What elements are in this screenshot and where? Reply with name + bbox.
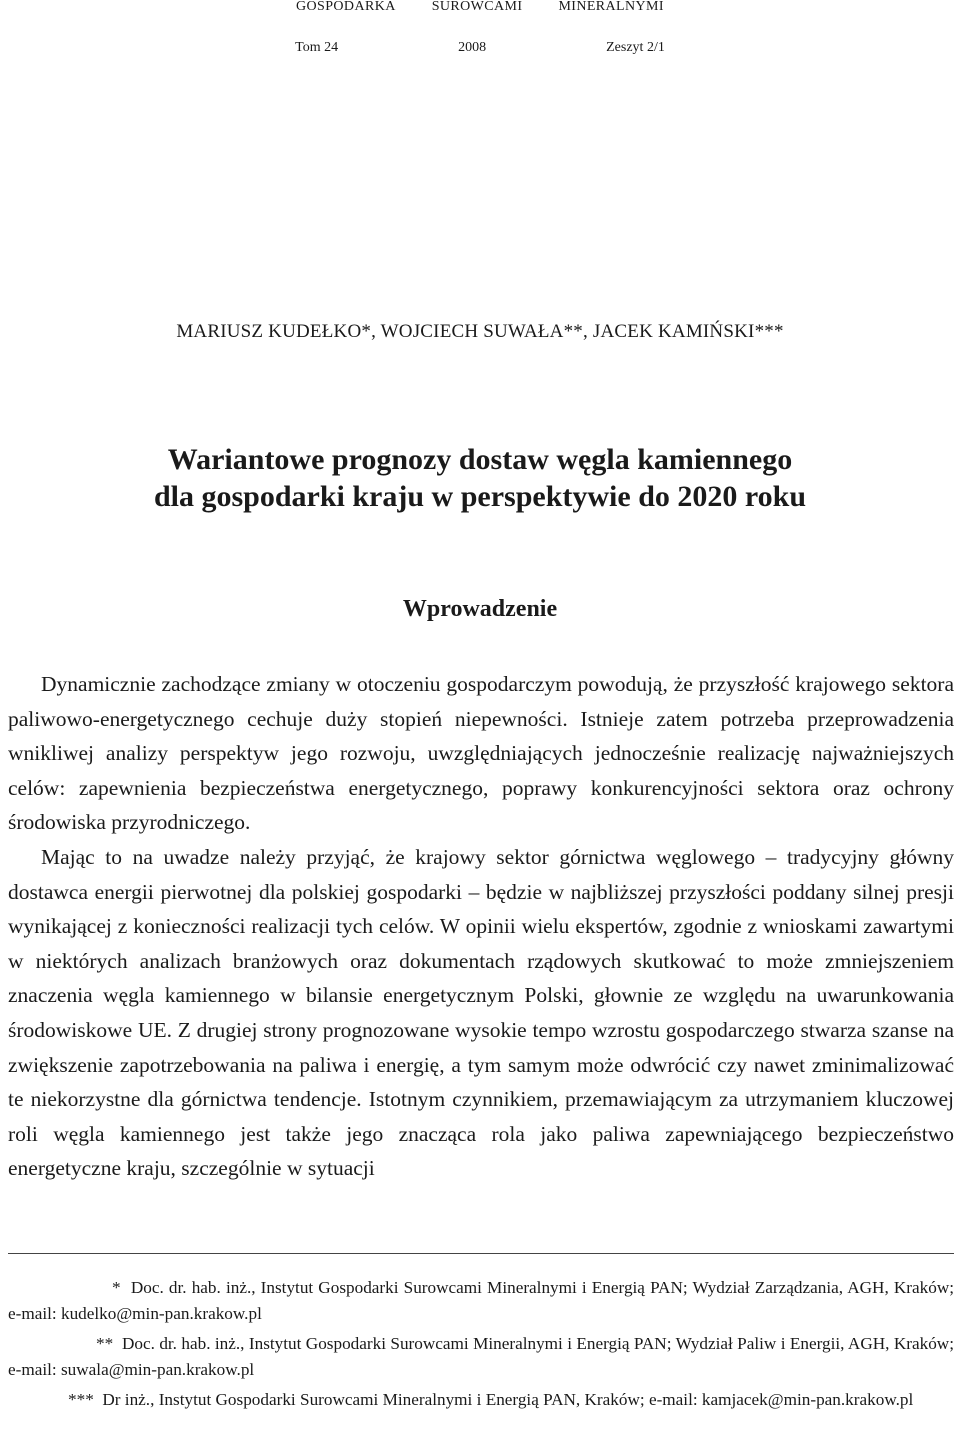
journal-word: SUROWCAMI bbox=[431, 0, 523, 14]
journal-running-head bbox=[0, 0, 960, 16]
journal-word: MINERALNYMI bbox=[558, 0, 664, 14]
section-heading: Wprowadzenie bbox=[402, 596, 558, 622]
footnote-text: Doc. dr. hab. inż., Instytut Gospodarki Surowcami Mineralnymi i Energią PAN; Wydział Paliw i Energii, AGH, Kraków; e-mail: suwala@min-pan.krakow.pl bbox=[8, 1334, 954, 1379]
footnote-divider bbox=[8, 1253, 954, 1254]
footnote-text: Doc. dr. hab. inż., Instytut Gospodarki Surowcami Mineralnymi i Energią PAN; Wydział Zarządzania, AGH, Kraków; e-mail: kudelko@min-pan.krakow.pl bbox=[8, 1278, 955, 1323]
footnote-mark: ** bbox=[96, 1334, 114, 1353]
footnote-mark: * bbox=[112, 1278, 121, 1297]
footnote bbox=[8, 1275, 954, 1327]
article-title bbox=[0, 441, 960, 515]
article-body bbox=[8, 667, 954, 1186]
issue: Zeszyt 2/1 bbox=[606, 40, 665, 55]
body-paragraph: Mając to na uwadze należy przyjąć, że krajowy sektor górnictwa węglowego – tradycyjny główny dostawca energii pierwotnej dla polskiej gospodarki – będzie w najbliższej przyszłości poddany silnej presji wynikającej z konieczności realizacji tych celów. W opinii wielu ekspertów, zgodnie z wnioskami zawartymi w niektórych analizach branżowych oraz dokumentach rządowych skutkować to może zmniejszeniem znaczenia węgla kamiennego w bilansie energetycznym Polski, głownie ze względu na uwarunkowania środowiskowe UE. Z drugiej strony prognozowane wysokie tempo wzrostu gospodarczego stwarza szanse na zwiększenie zapotrzebowania na paliwa i energię, a tym samym może odwrócić czy nawet zminimalizować te niekorzystne dla górnictwa tendencje. Istotnym czynnikiem, przemawiającym za utrzymaniem kluczowej roli węgla kamiennego jest także jego znacząca rola jako paliwa zapewniającego bezpieczeństwo energetyczne kraju, szczególnie w sytuacji bbox=[8, 844, 954, 1181]
issue-info bbox=[0, 40, 960, 56]
authors: MARIUSZ KUDEŁKO*, WOJCIECH SUWAŁA**, JACEK KAMIŃSKI*** bbox=[176, 321, 784, 342]
title-line: Wariantowe prognozy dostaw węgla kamiennego bbox=[167, 443, 793, 476]
body-paragraph: Dynamicznie zachodzące zmiany w otoczeniu gospodarczym powodują, że przyszłość krajowego sektora paliwowo-energetycznego cechuje duży stopień niepewności. Istnieje zatem potrzeba przeprowadzenia wnikliwej analizy perspektyw jego rozwoju, uwzględniających jednocześnie realizację najważniejszych celów: zapewnienia bezpieczeństwa energetycznego, poprawy konkurencyjności sektora oraz ochrony środowiska przyrodniczego. bbox=[8, 672, 954, 835]
title-line: dla gospodarki kraju w perspektywie do 2020 roku bbox=[153, 480, 807, 513]
footnote bbox=[8, 1387, 954, 1413]
footnote-text: Dr inż., Instytut Gospodarki Surowcami Mineralnymi i Energią PAN, Kraków; e-mail: kamjacek@min-pan.krakow.pl bbox=[102, 1390, 914, 1409]
year: 2008 bbox=[458, 40, 487, 55]
footnote bbox=[8, 1331, 954, 1383]
journal-word: GOSPODARKA bbox=[296, 0, 396, 14]
footnotes bbox=[8, 1275, 954, 1417]
volume: Tom 24 bbox=[295, 40, 339, 55]
footnote-mark: *** bbox=[68, 1390, 94, 1409]
